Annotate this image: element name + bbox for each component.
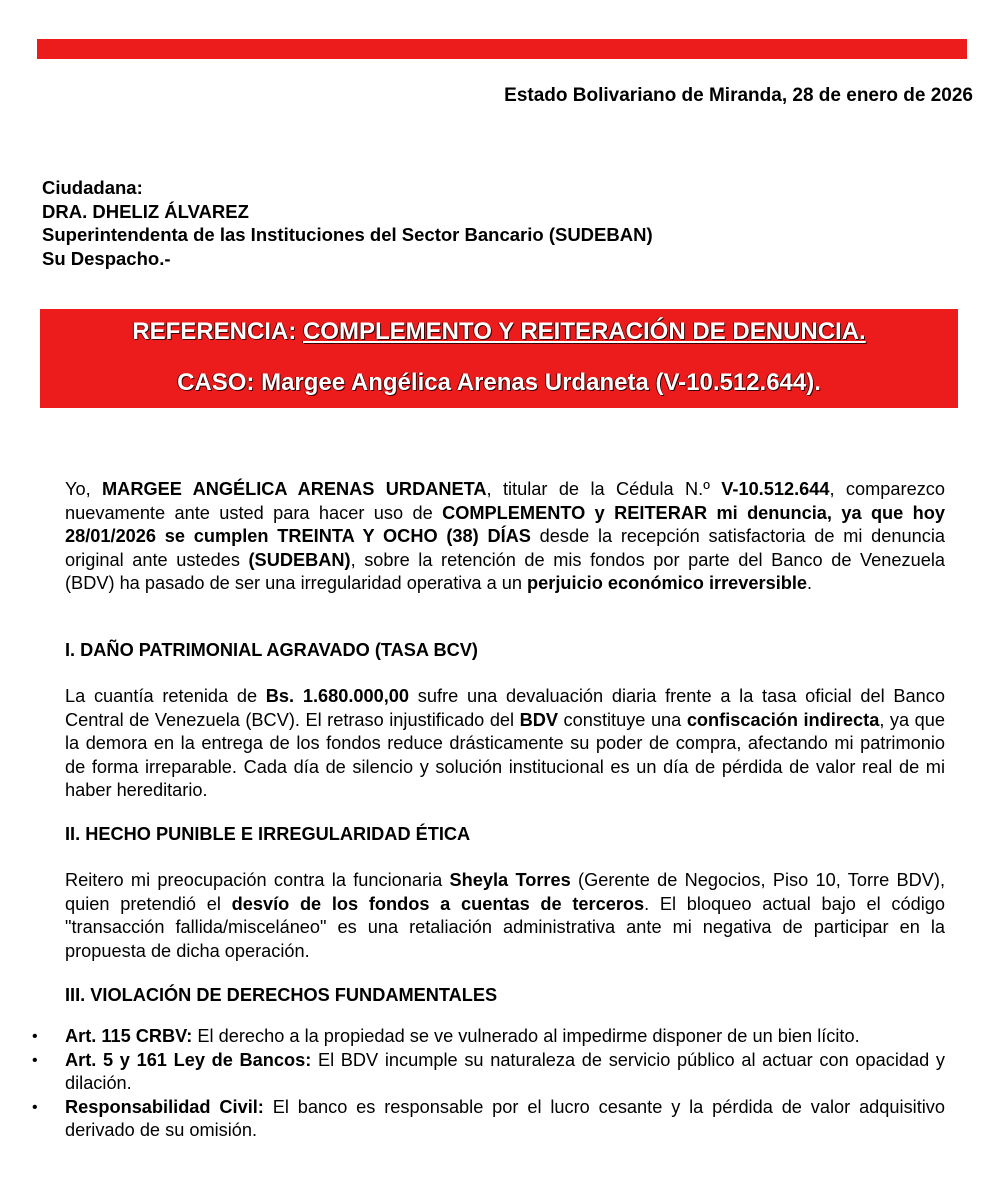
recipient-name: DRA. DHELIZ ÁLVAREZ	[42, 200, 249, 222]
list-item	[32, 1025, 945, 1049]
bullet-glyph: •	[32, 1051, 38, 1069]
list-item-label: Art. 115 CRBV:	[65, 1026, 193, 1046]
list-item	[32, 1049, 945, 1096]
intro-sudeban: (SUDEBAN)	[248, 549, 351, 570]
intro-text: , titular de la Cédula N.º	[486, 479, 722, 499]
list-item-text: El banco es responsable por el lucro cesante y la pérdida de valor adquisitivo derivado de su omisión.	[65, 1096, 946, 1140]
top-red-bar	[37, 39, 967, 59]
list-item-label: Art. 5 y 161 Ley de Bancos:	[65, 1049, 312, 1070]
section-1-text: , ya que la demora en la entrega de los fondos reduce drásticamente su poder de compra, afectando mi patrimonio de forma irreparable. Cada día de silencio y solución institucional es un día de pérdida de valor real de mi haber hereditario.	[65, 709, 945, 800]
reference-line	[40, 314, 958, 350]
section-1-bank: BDV	[519, 709, 559, 730]
section-1-paragraph	[65, 685, 945, 803]
section-2-person: Sheyla Torres	[449, 870, 571, 890]
date-line: Estado Bolivariano de Miranda, 28 de enero de 2026	[504, 85, 973, 106]
section-2-text: (Gerente de Negocios, Piso 10, Torre BDV), quien pretendió el	[65, 870, 946, 914]
intro-paragraph	[65, 478, 945, 596]
reference-label: REFERENCIA:	[132, 318, 303, 345]
section-2-paragraph	[65, 869, 945, 963]
section-3-heading: III. VIOLACIÓN DE DERECHOS FUNDAMENTALES	[65, 985, 498, 1005]
intro-text: Yo,	[65, 479, 103, 499]
section-2-emphasis: desvío de los fondos a cuentas de terceros	[231, 893, 645, 914]
recipient-closing: Su Despacho.-	[42, 247, 171, 269]
reference-box	[40, 309, 958, 408]
intro-id-number: V-10.512.644	[721, 479, 830, 499]
section-1-amount: Bs. 1.680.000,00	[265, 686, 410, 706]
recipient-salutation: Ciudadana:	[42, 177, 143, 198]
section-2-heading: II. HECHO PUNIBLE E IRREGULARIDAD ÉTICA	[65, 824, 471, 844]
reference-subject: COMPLEMENTO Y REITERACIÓN DE DENUNCIA.	[302, 318, 866, 345]
intro-emphasis: COMPLEMENTO y REITERAR mi denuncia, ya que hoy 28/01/2026 se cumplen TREINTA Y OCHO (38) DÍAS	[65, 502, 945, 546]
intro-name: MARGEE ANGÉLICA ARENAS URDANETA	[102, 479, 487, 499]
section-1-text: sufre una devaluación diaria frente a la tasa oficial del Banco Central de Venezuela (BCV). El retraso injustificado del	[65, 686, 945, 730]
intro-text: , sobre la retención de mis fondos por parte del Banco de Venezuela (BDV) ha pasado de ser una irregularidad operativa a un	[65, 549, 945, 593]
list-item-text: El BDV incumple su naturaleza de servicio público al actuar con opacidad y dilación.	[65, 1049, 945, 1093]
section-2-text: Reitero mi preocupación contra la funcionaria	[65, 870, 450, 890]
bullet-glyph: •	[32, 1028, 38, 1045]
recipient-block	[42, 176, 653, 270]
intro-text: .	[807, 573, 813, 593]
case-line: CASO: Margee Angélica Arenas Urdaneta (V-10.512.644).	[177, 369, 821, 396]
intro-text: , comparezco nuevamente ante usted para hacer uso de	[65, 479, 945, 523]
recipient-title: Superintendenta de las Instituciones del Sector Bancario (SUDEBAN)	[42, 224, 653, 245]
rights-list	[32, 1025, 945, 1143]
section-1-text: La cuantía retenida de	[65, 686, 266, 706]
list-item-text: El derecho a la propiedad se ve vulnerado al impedirme disponer de un bien lícito.	[192, 1026, 860, 1046]
list-item	[32, 1096, 945, 1143]
section-1-heading: I. DAÑO PATRIMONIAL AGRAVADO (TASA BCV)	[65, 640, 478, 660]
bullet-glyph: •	[32, 1098, 38, 1116]
section-1-text: constituye una	[558, 709, 687, 730]
section-1-emphasis: confiscación indirecta	[686, 709, 880, 730]
section-2-text: . El bloqueo actual bajo el código "transacción fallida/misceláneo" es una retaliación administrativa ante mi negativa de participar en la propuesta de dicha operación.	[65, 893, 946, 961]
list-item-label: Responsabilidad Civil:	[65, 1096, 264, 1117]
intro-text: desde la recepción satisfactoria de mi denuncia original ante ustedes	[65, 526, 945, 570]
intro-damage: perjuicio económico irreversible	[527, 573, 808, 593]
